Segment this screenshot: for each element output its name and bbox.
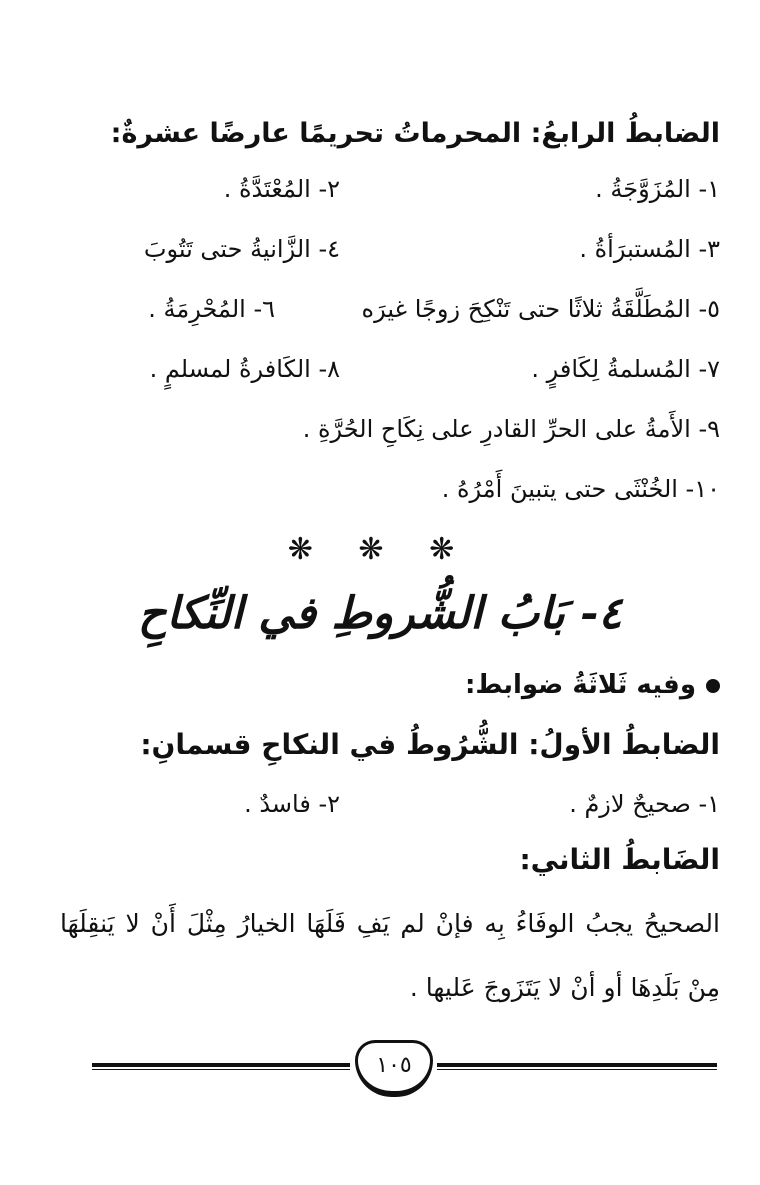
rule4-item-6: ٦- المُحْرِمَةُ . xyxy=(148,295,275,323)
intro-line xyxy=(465,670,720,700)
footer-rule-left xyxy=(92,1063,350,1069)
rule1-heading: الضابطُ الأولُ: الشُّرُوطُ في النكاحِ قسمانِ: xyxy=(140,728,720,761)
chapter-title: ٤- بَابُ الشُّروطِ في النِّكاحِ xyxy=(137,588,623,639)
rule2-heading: الضَابطُ الثاني: xyxy=(519,843,720,876)
rule4-item-5: ٥- المُطَلَّقَةُ ثلاثًا حتى تَنْكِحَ زوجًا غيرَه xyxy=(361,295,720,323)
rule4-heading: الضابطُ الرابعُ: المحرماتُ تحريمًا عارضًا عشرةٌ: xyxy=(110,118,720,149)
page-number: ١٠٥ xyxy=(355,1040,433,1097)
bullet-dot-icon xyxy=(706,679,720,693)
footer-rule-right xyxy=(437,1063,717,1069)
rule4-item-8: ٨- الكَافرةُ لمسلمٍ . xyxy=(149,355,340,383)
section-separator: ❋ ❋ ❋ xyxy=(287,532,473,567)
rule4-item-9: ٩- الأَمةُ على الحرِّ القادرِ على نِكَاحِ الحُرَّةِ . xyxy=(302,415,720,443)
rule1-item-1: ١- صحيحٌ لازمٌ . xyxy=(569,790,720,818)
rule4-item-4: ٤- الزَّانيةُ حتى تَتُوبَ xyxy=(143,235,340,263)
rule4-item-3: ٣- المُستبرَأةُ . xyxy=(579,235,720,263)
rule4-item-10: ١٠- الخُنْثَى حتى يتبينَ أَمْرُهُ . xyxy=(441,475,720,503)
rule4-item-7: ٧- المُسلمةُ لِكَافرٍ . xyxy=(531,355,720,383)
rule2-paragraph: الصحيحُ يجبُ الوفَاءُ بِه فإنْ لم يَفِ فَلَهَا الخيارُ مِثْلَ أَنْ لا يَنقِلَهَا مِنْ بَلَدِهَا أو أنْ لا يَتَزَوجَ عَليها . xyxy=(60,909,720,1002)
intro-text: وفيه ثَلاثَةُ ضوابط: xyxy=(464,670,696,700)
rule4-item-2: ٢- المُعْتَدَّةُ . xyxy=(223,175,340,203)
rule1-item-2: ٢- فاسدٌ . xyxy=(244,790,340,818)
rule4-item-1: ١- المُزَوَّجَةُ . xyxy=(595,175,720,203)
